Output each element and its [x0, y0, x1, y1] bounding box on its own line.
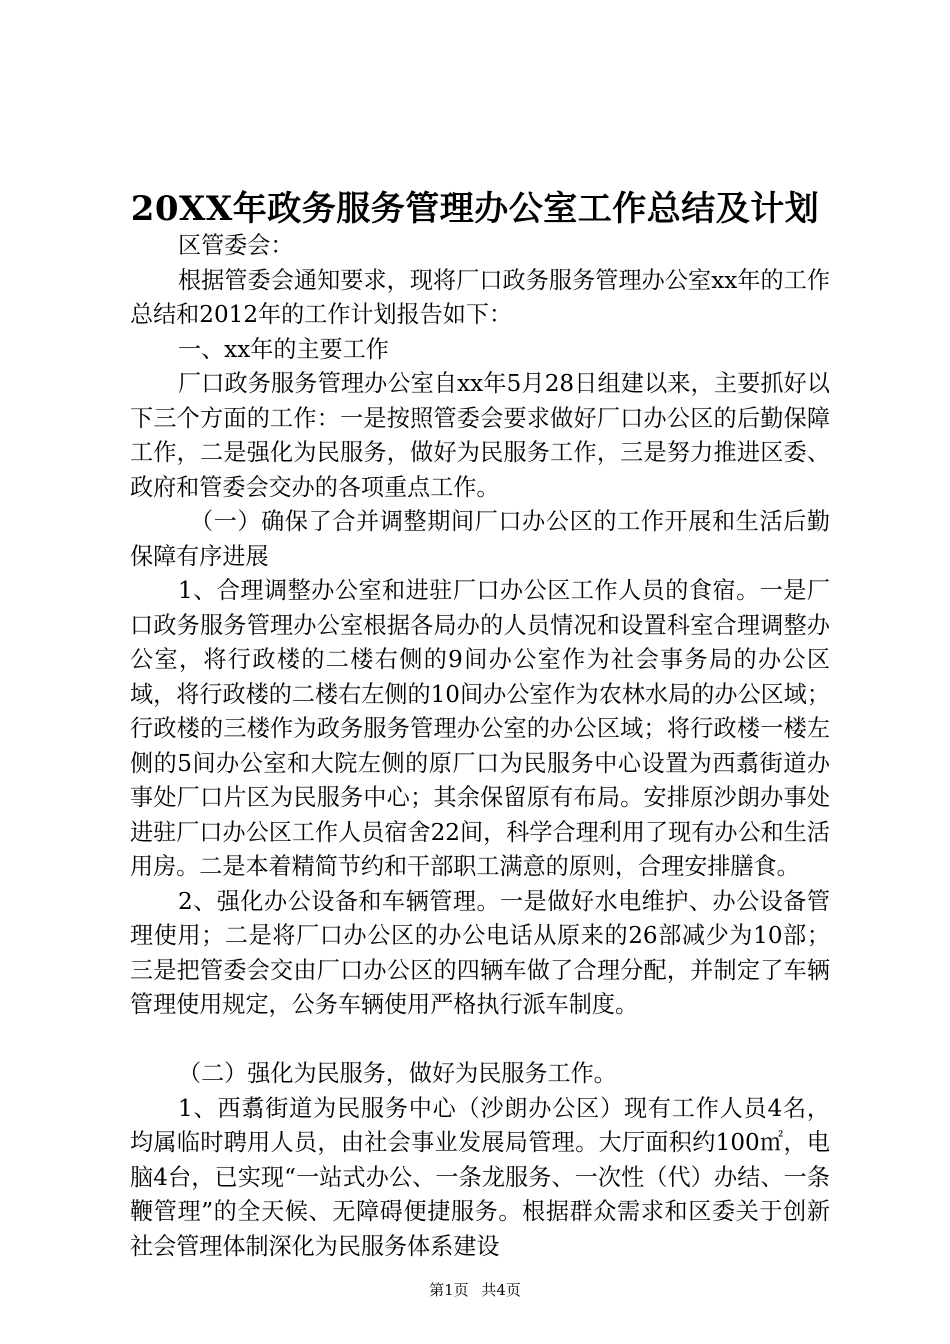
intro-paragraph: 根据管委会通知要求，现将厂口政务服务管理办公室xx年的工作总结和2012年的工作计划报告如下：: [130, 267, 830, 328]
salutation: 区管委会：: [178, 233, 294, 259]
page-footer: [0, 1280, 950, 1300]
subsection-heading-2: （二）强化为民服务，做好为民服务工作。: [178, 1061, 617, 1087]
blank-line: [130, 1023, 830, 1058]
item-paragraph-3: 1、西翥街道为民服务中心（沙朗办公区）现有工作人员4名，均属临时聘用人员，由社会事业发展局管理。大厅面积约100㎡，电脑4台，已实现“一站式办公、一条龙服务、一次性（代）办结、一条鞭管理”的全天候、无障碍便捷服务。根据群众需求和区委关于创新社会管理体制深化为民服务体系建设: [130, 1095, 830, 1260]
item-paragraph-1: 1、合理调整办公室和进驻厂口办公区工作人员的食宿。一是厂口政务服务管理办公室根据各局办的人员情况和设置科室合理调整办公室，将行政楼的二楼右侧的9间办公室作为社会事务局的办公区域，将行政楼的二楼右左侧的10间办公室作为农林水局的办公区域；行政楼的三楼作为政务服务管理办公室的办公区域；将行政楼一楼左侧的5间办公室和大院左侧的原厂口为民服务中心设置为西翥街道办事处厂口片区为民服务中心；其余保留原有布局。安排原沙朗办事处进驻厂口办公区工作人员宿舍22间，科学合理利用了现有办公和生活用房。二是本着精简节约和干部职工满意的原则，合理安排膳食。: [130, 578, 830, 880]
overview-paragraph: 厂口政务服务管理办公室自xx年5月28日组建以来，主要抓好以下三个方面的工作：一是按照管委会要求做好厂口办公区的后勤保障工作，二是强化为民服务，做好为民服务工作，三是努力推进区委、政府和管委会交办的各项重点工作。: [130, 371, 830, 501]
item-paragraph-2: 2、强化办公设备和车辆管理。一是做好水电维护、办公设备管理使用；二是将厂口办公区的办公电话从原来的26部减少为10部；三是把管委会交由厂口办公区的四辆车做了合理分配，并制定了车辆管理使用规定，公务车辆使用严格执行派车制度。: [130, 888, 830, 1018]
document-body: [130, 229, 830, 1264]
subsection-heading-1: （一）确保了合并调整期间厂口办公区的工作开展和生活后勤保障有序进展: [130, 509, 830, 570]
document-title: 20XX年政务服务管理办公室工作总结及计划: [130, 189, 820, 229]
page-total: 共4页: [481, 1281, 521, 1299]
page-number: 第1页: [429, 1281, 469, 1299]
section-heading-main-work: 一、xx年的主要工作: [178, 336, 389, 363]
